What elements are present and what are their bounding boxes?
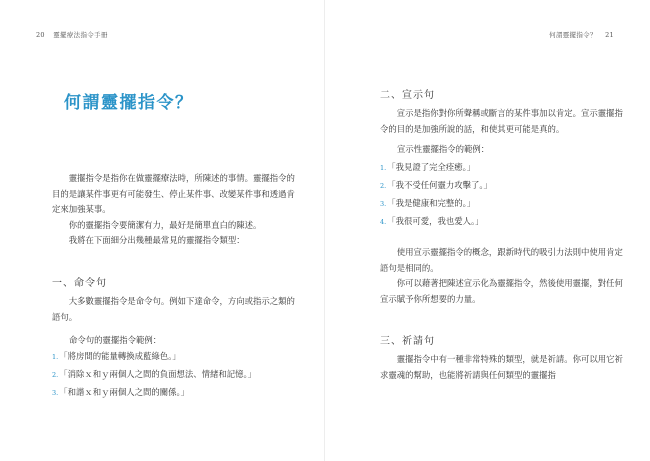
section-paragraph: 宣示是指你對你所聲稱或斷言的某件事加以肯定。宣示靈擺指令的目的是加強所說的話，和使其更可能是真的。 (380, 108, 623, 134)
example-item: 1.「我見證了完全痊癒。」 (380, 162, 476, 172)
section-heading: 三、祈請句 (380, 336, 435, 347)
running-section-title: 何謂靈擺指令？ (549, 31, 597, 39)
example-item: 2.「我不受任何靈力攻擊了。」 (380, 180, 492, 190)
right-page-header (549, 30, 620, 39)
right-page-number: 21 (605, 31, 614, 39)
section-paragraph: 靈擺指令中有一種非常特殊的類型，就是祈請。你可以用它祈求靈魂的幫助，也能將祈請與任何類型的靈擺指 (380, 354, 623, 380)
intro-paragraph: 你的靈擺指令要簡潔有力，最好是簡單直白的陳述。 (68, 219, 262, 230)
examples-intro: 宣示性靈擺指令的範例： (397, 144, 490, 154)
example-item: 1.「將房間的能量轉換成藍綠色。」 (52, 351, 181, 361)
example-item: 3.「我是健康和完整的。」 (380, 198, 476, 208)
chapter-title: 何謂靈擺指令？ (64, 93, 194, 113)
section-paragraphs: 使用宣示靈擺指令的概念，跟新時代的吸引力法則中使用肯定語句是相同的。 你可以藉著把陳述宣示化為靈擺指令，然後使用靈擺，對任何宣示賦予你所想要的力量。 (380, 247, 623, 304)
intro-text (52, 171, 297, 249)
intro-paragraph: 我將在下面細分出幾種最常見的靈擺指令類型： (68, 235, 245, 246)
example-item: 4.「我很可愛，我也愛人。」 (380, 216, 484, 226)
example-item: 2.「消除ｘ和ｙ兩個人之間的負面想法、情緒和記憶。」 (52, 369, 257, 379)
left-page-header (30, 30, 108, 39)
section-heading: 二、宣示句 (380, 90, 435, 101)
examples-intro: 命令句的靈擺指令範例： (69, 335, 162, 345)
running-book-title: 靈擺療法指令手冊 (53, 31, 108, 39)
section-paragraph: 大多數靈擺指令是命令句。例如下達命令，方向或指示之類的語句。 (52, 296, 295, 322)
intro-paragraph: 靈擺指令是指你在做靈擺療法時，所陳述的事情。靈擺指令的目的是讓某件事更有可能發生、停止某件事、改變某件事和透過肯定來加強某事。 (52, 173, 295, 215)
example-item: 3.「和諧ｘ和ｙ兩個人之間的關係。」 (52, 387, 190, 397)
section-heading: 一、命令句 (52, 278, 107, 289)
left-page-number: 20 (36, 31, 45, 39)
right-page (325, 0, 650, 461)
